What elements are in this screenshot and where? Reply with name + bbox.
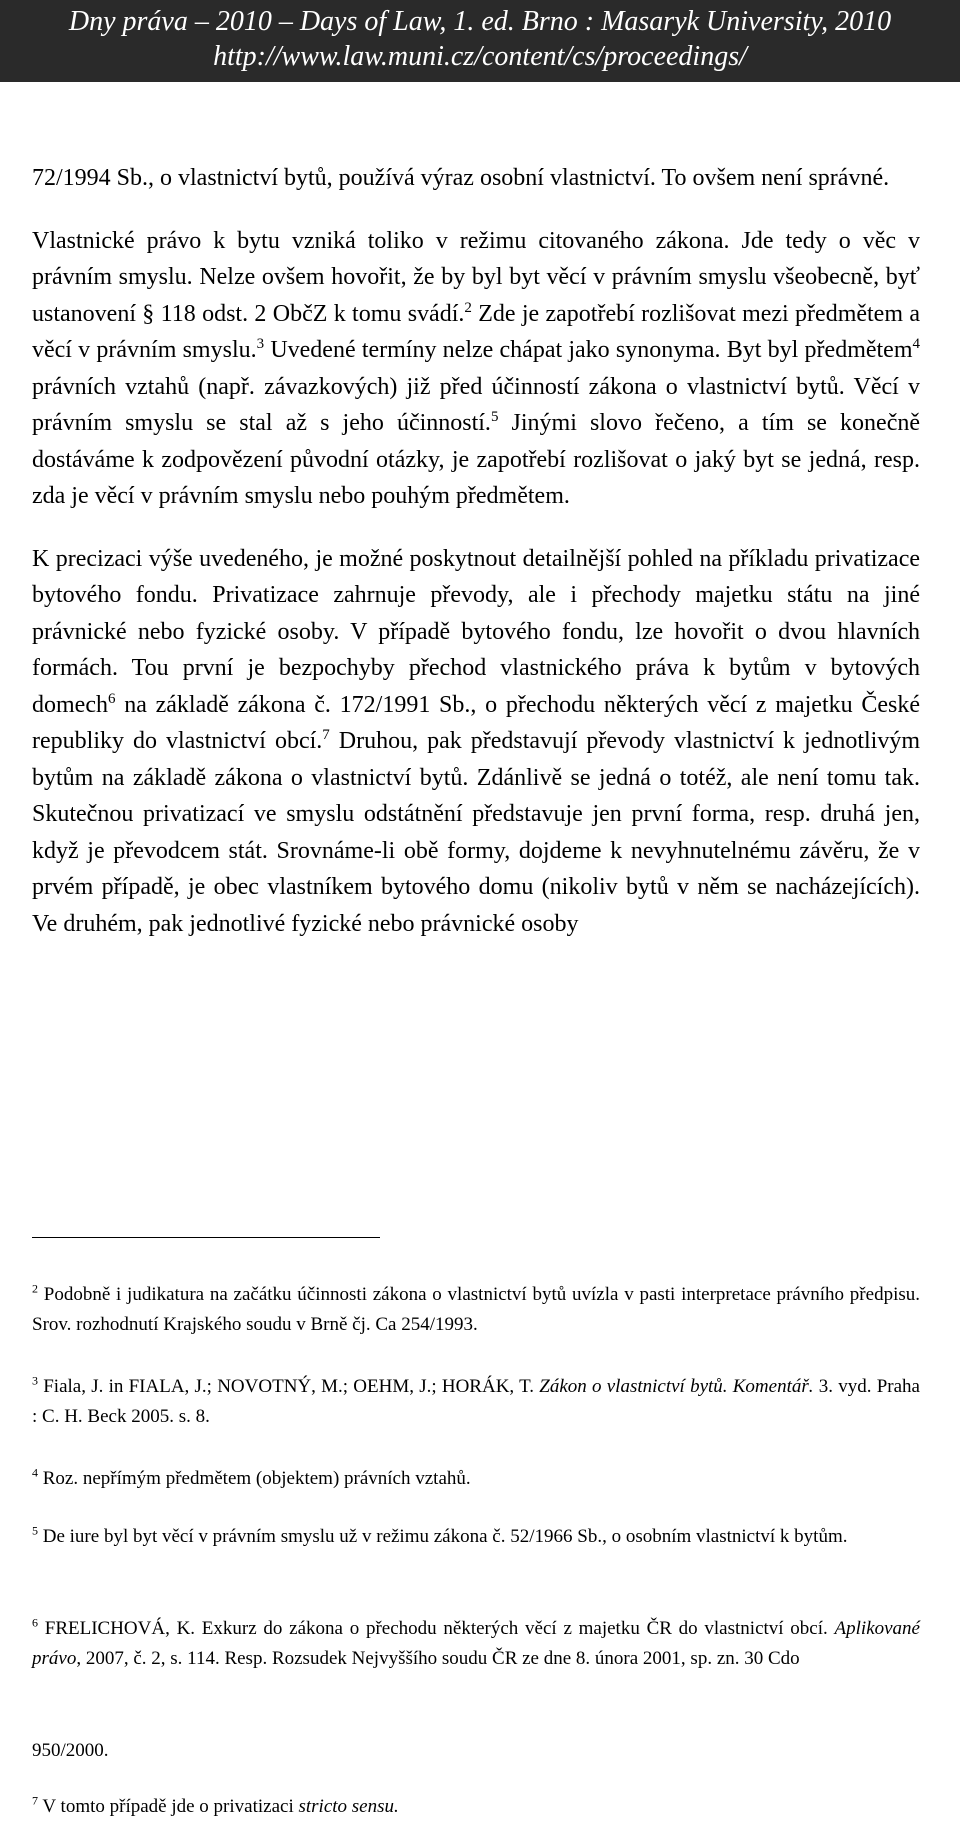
footnote-7 (32, 1792, 920, 1822)
footnote-text: V tomto případě jde o privatizaci (38, 1796, 299, 1817)
footnote-title: Zákon o vlastnictví bytů. Komentář. (539, 1376, 814, 1397)
footnote-number: 3 (32, 1373, 38, 1388)
paragraph-2 (32, 223, 920, 515)
footnote-number: 5 (32, 1523, 38, 1538)
footnote-term: stricto sensu. (298, 1796, 399, 1817)
text-run: Uvedené termíny nelze chápat jako synonyma. Byt byl předmětem (264, 337, 913, 363)
footnote-number: 7 (32, 1793, 38, 1808)
footnote-ref[interactable]: 6 (107, 690, 116, 707)
footnote-text: Roz. nepřímým předmětem (objektem) právních vztahů. (38, 1468, 471, 1489)
footnote-ref[interactable]: 4 (912, 336, 920, 352)
header-url: http://www.law.muni.cz/content/cs/proceedings/ (213, 41, 747, 72)
footnote-separator (32, 1237, 380, 1238)
footnote-journal: Aplikované právo (32, 1618, 920, 1669)
footnote-4 (32, 1464, 920, 1494)
footnote-ref[interactable]: 7 (322, 727, 330, 743)
footnote-ref[interactable]: 5 (490, 409, 499, 425)
header-citation: Dny práva – 2010 – Days of Law, 1. ed. Brno : Masaryk University, 2010 (68, 6, 892, 37)
footnote-number: 4 (32, 1465, 38, 1480)
footnote-number: 6 (32, 1615, 38, 1630)
footnote-text: Podobně i judikatura na začátku účinnosti zákona o vlastnictví bytů uvízla v pasti interpretace právního předpisu. Srov. rozhodnutí Krajského soudu v Brně čj. Ca 254/1993. (32, 1284, 920, 1335)
footnote-text: 3. vyd. Praha : C. H. Beck 2005. s. 8. (32, 1376, 920, 1427)
footnote-5 (32, 1522, 920, 1552)
footnote-2 (32, 1280, 920, 1340)
text-run: Jinými slovo řečeno, a tím se konečně dostáváme k zodpovězení původní otázky, je zapotřebí rozlišovat o jaký byt se jedná, resp. zda je věcí v právním smyslu nebo pouhým předmětem. (32, 410, 920, 509)
footnote-text: , 2007, č. 2, s. 114. Resp. Rozsudek Nejvyššího soudu ČR ze dne 8. února 2001, sp. zn. 30 Cdo (76, 1648, 800, 1669)
paragraph-3 (32, 541, 920, 943)
footnote-6-continuation: 950/2000. (32, 1740, 109, 1761)
page-header (0, 0, 960, 82)
main-text (32, 160, 920, 968)
footnote-text: De iure byl byt věcí v právním smyslu už v režimu zákona č. 52/1966 Sb., o osobním vlastnictví k bytům. (38, 1526, 848, 1547)
footnote-3 (32, 1372, 920, 1432)
footnote-ref[interactable]: 3 (256, 336, 265, 352)
footnote-text: FRELICHOVÁ, K. Exkurz do zákona o přechodu některých věcí z majetku ČR do vlastnictví obcí. (38, 1618, 835, 1639)
text-run: Zde je zapotřebí rozlišovat mezi předmětem a věcí v právním smyslu. (32, 300, 920, 363)
text-run: Vlastnické právo k bytu vzniká toliko v režimu citovaného zákona. Jde tedy o věc v právním smyslu. Nelze ovšem hovořit, že by byl byt věcí v právním smyslu všeobecně, byť ustanovení § 118 odst. 2 ObčZ k tomu svádí. (32, 227, 920, 327)
text-run: Druhou, pak představují převody vlastnictví k jednotlivým bytům na základě zákona o vlastnictví bytů. Zdánlivě se jedná o totéž, ale není tomu tak. Skutečnou privatizací ve smyslu odstátnění představuje jen první forma, resp. druhá jen, když je převodcem stát. Srovnáme-li obě formy, dojdeme k nevyhnutelnému závěru, že v prvém případě, je obec vlastníkem bytového domu (nikoliv bytů v něm se nacházejících). Ve druhém, pak jednotlivé fyzické nebo právnické osoby (32, 728, 920, 937)
text-run: na základě zákona č. 172/1991 Sb., o přechodu některých věcí z majetku České republiky do vlastnictví obcí. (32, 691, 920, 754)
paragraph-1: 72/1994 Sb., o vlastnictví bytů, používá výraz osobní vlastnictví. To ovšem není správné. (32, 165, 890, 191)
text-run: právních vztahů (např. závazkových) již před účinností zákona o vlastnictví bytů. Věcí v právním smyslu se stal až s jeho účinností. (32, 373, 920, 436)
footnote-number: 2 (32, 1281, 38, 1296)
footnote-text: Fiala, J. in FIALA, J.; NOVOTNÝ, M.; OEHM, J.; HORÁK, T. (38, 1376, 540, 1397)
footnote-ref[interactable]: 2 (464, 299, 472, 316)
footnote-6 (32, 1614, 920, 1674)
text-run: K precizaci výše uvedeného, je možné poskytnout detailnější pohled na příkladu privatizace bytového fondu. Privatizace zahrnuje převody, ale i přechody majetku státu na jiné právnické nebo fyzické osoby. V případě bytového fondu, lze hovořit o dvou hlavních formách. Tou první je bezpochyby přechod vlastnického práva k bytům v bytových domech (32, 545, 920, 718)
